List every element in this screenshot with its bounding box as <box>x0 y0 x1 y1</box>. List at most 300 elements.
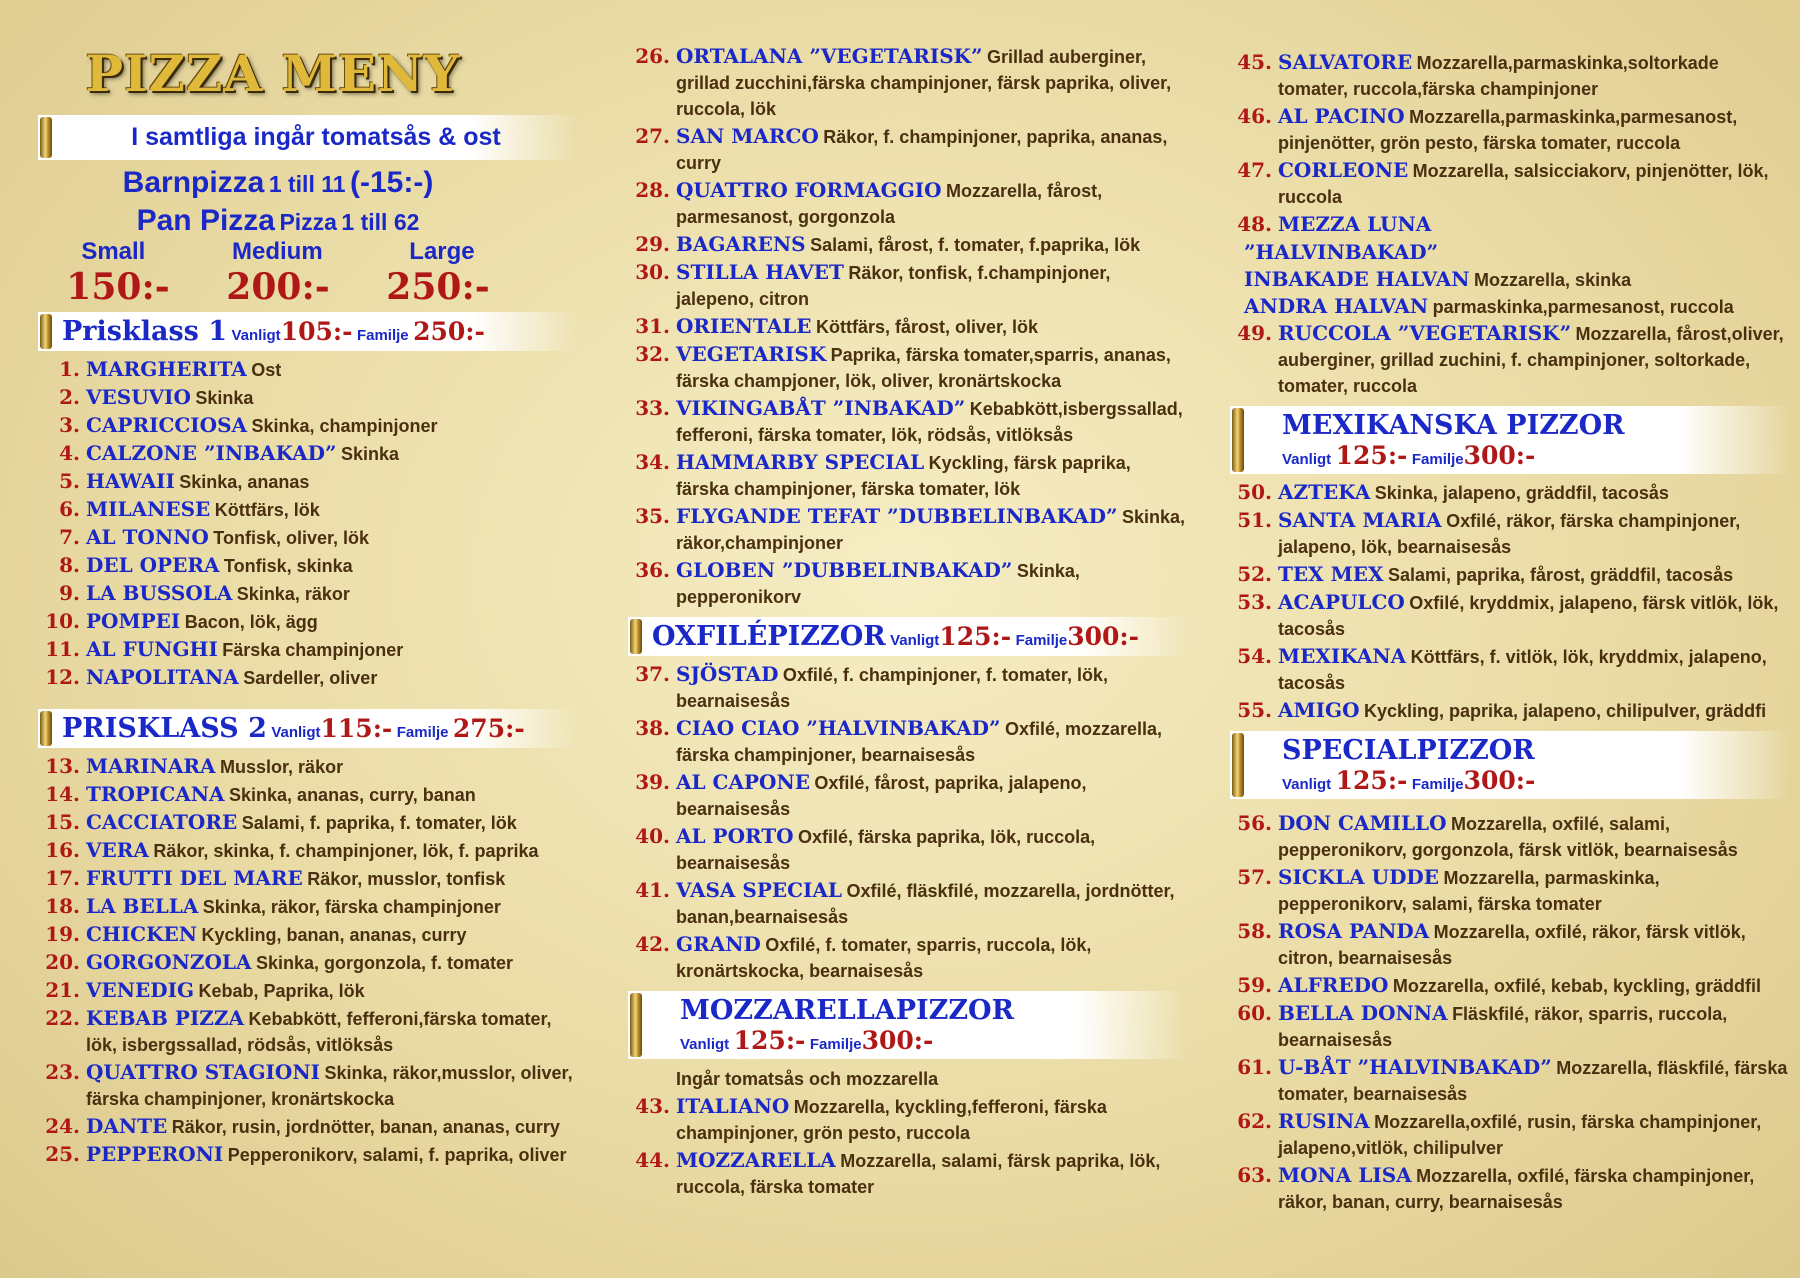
item-name: ORIENTALE <box>676 314 812 338</box>
menu-item <box>628 878 1188 931</box>
item-ingredients: Oxfilé, f. tomater, sparris, ruccola, lök, kronärtskocka, bearnaisesås <box>676 935 1092 981</box>
item-name: KEBAB PIZZA <box>86 1006 245 1030</box>
item-text <box>86 978 578 1005</box>
item-text <box>1278 1001 1790 1054</box>
item-name: VERA <box>86 838 149 862</box>
familje-label: Familje <box>1015 632 1068 649</box>
menu-item <box>628 716 1188 769</box>
item-name: AL CAPONE <box>676 770 810 794</box>
item-text <box>86 413 578 440</box>
item-name: SALVATORE <box>1278 50 1413 74</box>
item-name: CORLEONE <box>1278 158 1409 182</box>
item-name: VIKINGABÅT ”INBAKAD” <box>676 396 966 420</box>
item-ingredients: Kyckling, banan, ananas, curry <box>201 925 467 945</box>
barnpizza-line <box>38 166 518 200</box>
item-ingredients: Skinka <box>195 388 254 408</box>
item-name: MOZZARELLA <box>676 1148 836 1172</box>
item-text <box>1278 865 1790 918</box>
item-ingredients: Köttfärs, f. vitlök, lök, kryddmix, jalapeno, tacosås <box>1278 647 1767 693</box>
item-name: FLYGANDE TEFAT ”DUBBELINBAKAD” <box>676 504 1118 528</box>
item-ingredients: Grillad auberginer, grillad zucchini,färska champinjoner, färsk paprika, oliver, ruccola, lök <box>676 47 1172 119</box>
special-vanligt: 125:- <box>1335 766 1408 795</box>
item-number: 2. <box>59 385 80 409</box>
familje-label: Familje <box>396 724 449 741</box>
item-ingredients: Kebab, Paprika, lök <box>198 981 365 1001</box>
panpizza-range: 1 till 62 <box>341 209 420 235</box>
item-text <box>86 609 578 636</box>
item-name: POMPEI <box>86 609 181 633</box>
item-name: RUCCOLA ”VEGETARISK” <box>1278 321 1572 345</box>
item-ingredients: Salami, fårost, f. tomater, f.paprika, lök <box>810 235 1141 255</box>
mezza-luna-sub <box>1230 240 1790 267</box>
item-text <box>1278 321 1790 400</box>
price-large: 250:- <box>386 266 490 308</box>
item-name: AMIGO <box>1278 698 1360 722</box>
item-text <box>676 770 1188 823</box>
item-number: 16. <box>45 838 80 862</box>
menu-item <box>1230 562 1790 589</box>
menu-item <box>38 385 578 412</box>
item-ingredients: Kyckling, färsk paprika, färska champinjoner, färska tomater, lök <box>676 453 1131 499</box>
item-name: GRAND <box>676 932 761 956</box>
item-name: VENEDIG <box>86 978 195 1002</box>
item-number: 8. <box>59 553 80 577</box>
item-number: 11. <box>45 637 80 661</box>
item-name: ROSA PANDA <box>1278 919 1430 943</box>
familje-label: Familje <box>1411 451 1464 468</box>
item-name: AL TONNO <box>86 525 209 549</box>
mezza-luna-inbakade <box>1230 267 1790 294</box>
item-text <box>86 894 578 921</box>
item-text <box>676 504 1188 557</box>
item-name: QUATTRO FORMAGGIO <box>676 178 942 202</box>
item-text <box>86 782 578 809</box>
panpizza-line <box>38 204 518 238</box>
item-text <box>1278 811 1790 864</box>
item-number: 45. <box>1237 50 1272 74</box>
item-ingredients: Mozzarella, fårost,oliver, auberginer, grillad zuchini, f. champinjoner, soltorkade, tomater, ruccola <box>1278 324 1784 396</box>
menu-item <box>628 260 1188 313</box>
menu-item <box>628 178 1188 231</box>
item-ingredients: Räkor, f. champinjoner, paprika, ananas, curry <box>676 127 1168 173</box>
item-number: 36. <box>635 558 670 582</box>
item-number: 18. <box>45 894 80 918</box>
item-ingredients: Kyckling, paprika, jalapeno, chilipulver, gräddfi <box>1363 701 1767 721</box>
menu-item <box>38 1114 578 1141</box>
item-name: AL FUNGHI <box>86 637 218 661</box>
item-text <box>1278 508 1790 561</box>
item-number: 59. <box>1237 973 1272 997</box>
inbakade-halvan-label: INBAKADE HALVAN <box>1244 267 1470 291</box>
vanligt-label: Vanligt <box>1282 451 1332 468</box>
item-name: SANTA MARIA <box>1278 508 1442 532</box>
prisklass-2-vanligt: 115:- <box>320 714 393 743</box>
vanligt-label: Vanligt <box>231 327 281 344</box>
menu-item <box>38 1142 578 1169</box>
item-number: 27. <box>635 124 670 148</box>
item-number: 43. <box>635 1094 670 1118</box>
item-number: 24. <box>45 1114 80 1138</box>
list-mexikanska <box>1230 480 1790 725</box>
item-ingredients: Räkor, skinka, f. champinjoner, lök, f. paprika <box>153 841 539 861</box>
item-name: MEZZA LUNA <box>1278 212 1432 236</box>
menu-item <box>1230 1055 1790 1108</box>
item-ingredients: Mozzarella, fårost, parmesanost, gorgonzola <box>676 181 1103 227</box>
item-ingredients: Skinka, räkor,musslor, oliver, färska champinjoner, kronärtskocka <box>86 1063 573 1109</box>
size-medium: Medium <box>231 238 323 265</box>
item-text <box>1278 973 1790 1000</box>
mexikanska-familje: 300:- <box>1463 441 1536 470</box>
item-number: 23. <box>45 1060 80 1084</box>
item-text <box>676 716 1188 769</box>
menu-item <box>628 44 1188 123</box>
item-number: 52. <box>1237 562 1272 586</box>
item-number: 48. <box>1237 212 1272 236</box>
oxfile-header <box>628 617 1188 656</box>
item-ingredients: Kebabkött,isbergssallad, fefferoni, färska tomater, lök, rödsås, vitlöksås <box>676 399 1183 445</box>
size-row <box>38 238 518 266</box>
item-text <box>676 932 1188 985</box>
item-ingredients: Mozzarella, oxfilé, kebab, kyckling, gräddfil <box>1392 976 1761 996</box>
item-number: 56. <box>1237 811 1272 835</box>
item-name: FRUTTI DEL MARE <box>86 866 303 890</box>
item-number: 5. <box>59 469 80 493</box>
familje-label: Familje <box>1411 776 1464 793</box>
item-name: AL PACINO <box>1278 104 1405 128</box>
list-column-3-top <box>1230 50 1790 239</box>
menu-item <box>38 665 578 692</box>
item-name: SAN MARCO <box>676 124 819 148</box>
item-ingredients: Fläskfilé, räkor, sparris, ruccola, bearnaisesås <box>1278 1004 1728 1050</box>
item-ingredients: Skinka, jalapeno, gräddfil, tacosås <box>1374 483 1669 503</box>
item-text <box>1278 644 1790 697</box>
item-number: 57. <box>1237 865 1272 889</box>
item-number: 49. <box>1237 321 1272 345</box>
menu-item <box>628 770 1188 823</box>
item-ingredients: Räkor, rusin, jordnötter, banan, ananas, curry <box>171 1117 560 1137</box>
item-name: TEX MEX <box>1278 562 1384 586</box>
item-text <box>676 44 1188 123</box>
prisklass-2-header <box>38 709 578 748</box>
item-ingredients: Pepperonikorv, salami, f. paprika, oliver <box>227 1145 567 1165</box>
menu-item <box>628 662 1188 715</box>
item-number: 7. <box>59 525 80 549</box>
barnpizza-range: 1 till 11 <box>268 171 346 197</box>
item-number: 55. <box>1237 698 1272 722</box>
item-text <box>86 553 578 580</box>
item-text <box>676 450 1188 503</box>
item-number: 53. <box>1237 590 1272 614</box>
item-number: 9. <box>59 581 80 605</box>
item-text <box>86 525 578 552</box>
item-text <box>676 260 1188 313</box>
prisklass-1-familje: 250:- <box>413 317 485 346</box>
item-number: 6. <box>59 497 80 521</box>
oxfile-familje: 300:- <box>1067 622 1140 651</box>
item-ingredients: Tonfisk, oliver, lök <box>213 528 370 548</box>
item-name: CALZONE ”INBAKAD” <box>86 441 337 465</box>
item-number: 33. <box>635 396 670 420</box>
item-text <box>1278 562 1790 589</box>
familje-label: Familje <box>356 327 409 344</box>
item-number: 12. <box>45 665 80 689</box>
item-ingredients: Köttfärs, lök <box>214 500 320 520</box>
menu-item <box>38 441 578 468</box>
menu-item <box>628 1094 1188 1147</box>
item-text <box>1278 919 1790 972</box>
item-text <box>676 342 1188 395</box>
item-name: NAPOLITANA <box>86 665 239 689</box>
item-text <box>86 1142 578 1169</box>
item-number: 20. <box>45 950 80 974</box>
item-ingredients: Oxfilé, fläskfilé, mozzarella, jordnötter, banan,bearnaisesås <box>676 881 1175 927</box>
sauce-note: I samtliga ingår tomatsås & ost <box>131 123 501 151</box>
menu-item <box>1230 50 1790 103</box>
vanligt-label: Vanligt <box>890 632 940 649</box>
item-ingredients: Köttfärs, fårost, oliver, lök <box>816 317 1039 337</box>
mozzarella-title: MOZZARELLAPIZZOR <box>680 995 1015 1026</box>
item-ingredients: Mozzarella, oxfilé, salami, pepperonikorv, gorgonzola, färsk vitlök, bearnaisesås <box>1278 814 1738 860</box>
menu-item <box>628 558 1188 611</box>
item-ingredients: Skinka, pepperonikorv <box>676 561 1080 607</box>
item-text <box>86 922 578 949</box>
oxfile-vanligt: 125:- <box>939 622 1012 651</box>
menu-item <box>38 894 578 921</box>
menu-item <box>1230 644 1790 697</box>
item-number: 19. <box>45 922 80 946</box>
item-name: LA BELLA <box>86 894 199 918</box>
item-text <box>86 665 578 692</box>
menu-item <box>1230 1163 1790 1216</box>
item-number: 14. <box>45 782 80 806</box>
item-text <box>676 878 1188 931</box>
item-ingredients: Mozzarella,parmaskinka,parmesanost, pinjenötter, grön pesto, färska tomater, ruccola <box>1278 107 1738 153</box>
menu-item <box>1230 973 1790 1000</box>
column-2 <box>628 0 1188 1202</box>
special-title: SPECIALPIZZOR <box>1282 735 1535 766</box>
item-text <box>86 441 578 468</box>
inbakade-halvan-ing: Mozzarella, skinka <box>1474 270 1632 290</box>
item-name: BELLA DONNA <box>1278 1001 1448 1025</box>
item-ingredients: Skinka, ananas <box>179 472 310 492</box>
menu-item <box>38 1060 578 1113</box>
item-number: 50. <box>1237 480 1272 504</box>
item-number: 47. <box>1237 158 1272 182</box>
item-text <box>86 497 578 524</box>
item-text <box>1278 50 1790 103</box>
item-name: QUATTRO STAGIONI <box>86 1060 320 1084</box>
item-ingredients: Mozzarella, oxfilé, färska champinjoner, räkor, banan, curry, bearnaisesås <box>1278 1166 1755 1212</box>
menu-item <box>628 232 1188 259</box>
item-text <box>86 1006 578 1059</box>
menu-item <box>628 314 1188 341</box>
item-text <box>676 1094 1188 1147</box>
item-text <box>1278 212 1790 239</box>
item-name: ORTALANA ”VEGETARISK” <box>676 44 983 68</box>
item-number: 34. <box>635 450 670 474</box>
item-text <box>86 950 578 977</box>
item-name: PEPPERONI <box>86 1142 224 1166</box>
item-number: 3. <box>59 413 80 437</box>
item-ingredients: Skinka <box>340 444 400 464</box>
item-ingredients: Mozzarella,parmaskinka,soltorkade tomater, ruccola,färska champinjoner <box>1278 53 1719 99</box>
item-text <box>1278 590 1790 643</box>
item-name: HAWAII <box>86 469 175 493</box>
item-number: 22. <box>45 1006 80 1030</box>
item-number: 15. <box>45 810 80 834</box>
item-number: 32. <box>635 342 670 366</box>
list-special <box>1230 811 1790 1216</box>
menu-item <box>38 1006 578 1059</box>
menu-item <box>1230 865 1790 918</box>
prisklass-1-title: Prisklass 1 <box>62 316 228 347</box>
item-number: 51. <box>1237 508 1272 532</box>
column-3 <box>1230 0 1790 1217</box>
item-ingredients: Mozzarella, parmaskinka, pepperonikorv, salami, färska tomater <box>1278 868 1660 914</box>
item-ingredients: Ost <box>251 360 282 380</box>
item-text <box>676 824 1188 877</box>
menu-item <box>628 824 1188 877</box>
item-name: DON CAMILLO <box>1278 811 1447 835</box>
item-name: RUSINA <box>1278 1109 1370 1133</box>
list-ruccola <box>1230 321 1790 400</box>
item-ingredients: Skinka, champinjoner <box>251 416 438 436</box>
familje-label: Familje <box>809 1036 862 1053</box>
menu-item <box>1230 811 1790 864</box>
item-ingredients: Mozzarella, fläskfilé, färska tomater, bearnaisesås <box>1278 1058 1788 1104</box>
menu-item <box>38 525 578 552</box>
item-text <box>86 357 578 384</box>
menu-item <box>38 838 578 865</box>
item-number: 63. <box>1237 1163 1272 1187</box>
menu-item <box>1230 590 1790 643</box>
item-number: 58. <box>1237 919 1272 943</box>
item-number: 21. <box>45 978 80 1002</box>
item-name: STILLA HAVET <box>676 260 844 284</box>
sauce-note-banner <box>38 115 578 160</box>
item-name: MARINARA <box>86 754 216 778</box>
size-price-row <box>38 266 518 308</box>
menu-item <box>1230 698 1790 725</box>
price-medium: 200:- <box>226 266 330 308</box>
mozzarella-header <box>628 991 1188 1059</box>
item-text <box>86 810 578 837</box>
item-number: 40. <box>635 824 670 848</box>
item-name: HAMMARBY SPECIAL <box>676 450 925 474</box>
mexikanska-header <box>1230 406 1790 474</box>
item-number: 54. <box>1237 644 1272 668</box>
menu-item <box>1230 104 1790 157</box>
item-ingredients: Oxfilé, kryddmix, jalapeno, färsk vitlök, lök, tacosås <box>1278 593 1779 639</box>
list-column-2-top <box>628 44 1188 611</box>
item-text <box>676 314 1188 341</box>
andra-halvan-ing: parmaskinka,parmesanost, ruccola <box>1432 297 1734 317</box>
price-small: 150:- <box>66 266 170 308</box>
menu-item <box>1230 480 1790 507</box>
item-text <box>86 754 578 781</box>
item-name: VASA SPECIAL <box>676 878 842 902</box>
list-prisklass-1 <box>38 357 578 692</box>
item-ingredients: Oxfilé, f. champinjoner, f. tomater, lök, bearnaisesås <box>676 665 1108 711</box>
item-ingredients: Mozzarella, kyckling,fefferoni, färska champinjoner, grön pesto, ruccola <box>676 1097 1107 1143</box>
panpizza-label: Pan Pizza <box>136 204 275 237</box>
item-number: 4. <box>59 441 80 465</box>
menu-item <box>628 342 1188 395</box>
list-prisklass-2 <box>38 754 578 1169</box>
andra-halvan-label: ANDRA HALVAN <box>1244 294 1429 318</box>
menu-title: PIZZA MENY <box>85 44 461 103</box>
item-name: VESUVIO <box>86 385 191 409</box>
item-text <box>86 637 578 664</box>
item-text <box>676 124 1188 177</box>
item-number: 10. <box>45 609 80 633</box>
item-ingredients: Oxfilé, mozzarella, färska champinjoner, bearnaisesås <box>676 719 1162 765</box>
item-number: 39. <box>635 770 670 794</box>
item-name: CAPRICCIOSA <box>86 413 248 437</box>
menu-item <box>38 782 578 809</box>
item-name: MEXIKANA <box>1278 644 1407 668</box>
item-text <box>86 469 578 496</box>
item-ingredients: Tonfisk, skinka <box>223 556 353 576</box>
list-mozzarella <box>628 1094 1188 1201</box>
item-text <box>1278 480 1790 507</box>
item-ingredients: Mozzarella, salsicciakorv, pinjenötter, lök, ruccola <box>1278 161 1769 207</box>
item-text <box>676 178 1188 231</box>
item-ingredients: Oxfilé, räkor, färska champinjoner, jalapeno, lök, bearnaisesås <box>1278 511 1741 557</box>
item-text <box>1278 698 1790 725</box>
menu-item <box>1230 919 1790 972</box>
item-text <box>676 232 1188 259</box>
menu-item <box>38 609 578 636</box>
list-oxfile <box>628 662 1188 985</box>
mezza-luna-halvinbakad: ”HALVINBAKAD” <box>1244 240 1439 264</box>
menu-item <box>38 866 578 893</box>
item-number: 25. <box>45 1142 80 1166</box>
item-text <box>1278 1055 1790 1108</box>
item-number: 1. <box>59 357 80 381</box>
menu-item <box>1230 508 1790 561</box>
menu-item <box>628 932 1188 985</box>
menu-item <box>1230 1109 1790 1162</box>
menu-item <box>628 396 1188 449</box>
vanligt-label: Vanligt <box>680 1036 730 1053</box>
column-1 <box>38 0 578 1170</box>
item-ingredients: Skinka, räkor,champinjoner <box>676 507 1186 553</box>
panpizza-pizza: Pizza <box>279 209 337 235</box>
item-name: U-BÅT ”HALVINBAKAD” <box>1278 1055 1552 1079</box>
prisklass-2-familje: 275:- <box>452 714 525 743</box>
menu-item <box>38 922 578 949</box>
mexikanska-vanligt: 125:- <box>1335 441 1408 470</box>
item-number: 61. <box>1237 1055 1272 1079</box>
item-ingredients: Musslor, räkor <box>220 757 344 777</box>
item-number: 62. <box>1237 1109 1272 1133</box>
menu-item <box>38 553 578 580</box>
mexikanska-title: MEXIKANSKA PIZZOR <box>1282 410 1625 441</box>
item-text <box>676 662 1188 715</box>
menu-item <box>38 637 578 664</box>
item-name: AZTEKA <box>1278 480 1371 504</box>
item-name: MILANESE <box>86 497 211 521</box>
menu-item <box>628 124 1188 177</box>
menu-item <box>1230 1001 1790 1054</box>
item-ingredients: Räkor, tonfisk, f.champinjoner, jalepeno, citron <box>676 263 1111 309</box>
item-text <box>676 558 1188 611</box>
menu-item <box>1230 321 1790 400</box>
item-number: 60. <box>1237 1001 1272 1025</box>
mozzarella-note: Ingår tomatsås och mozzarella <box>676 1069 939 1089</box>
item-number: 28. <box>635 178 670 202</box>
